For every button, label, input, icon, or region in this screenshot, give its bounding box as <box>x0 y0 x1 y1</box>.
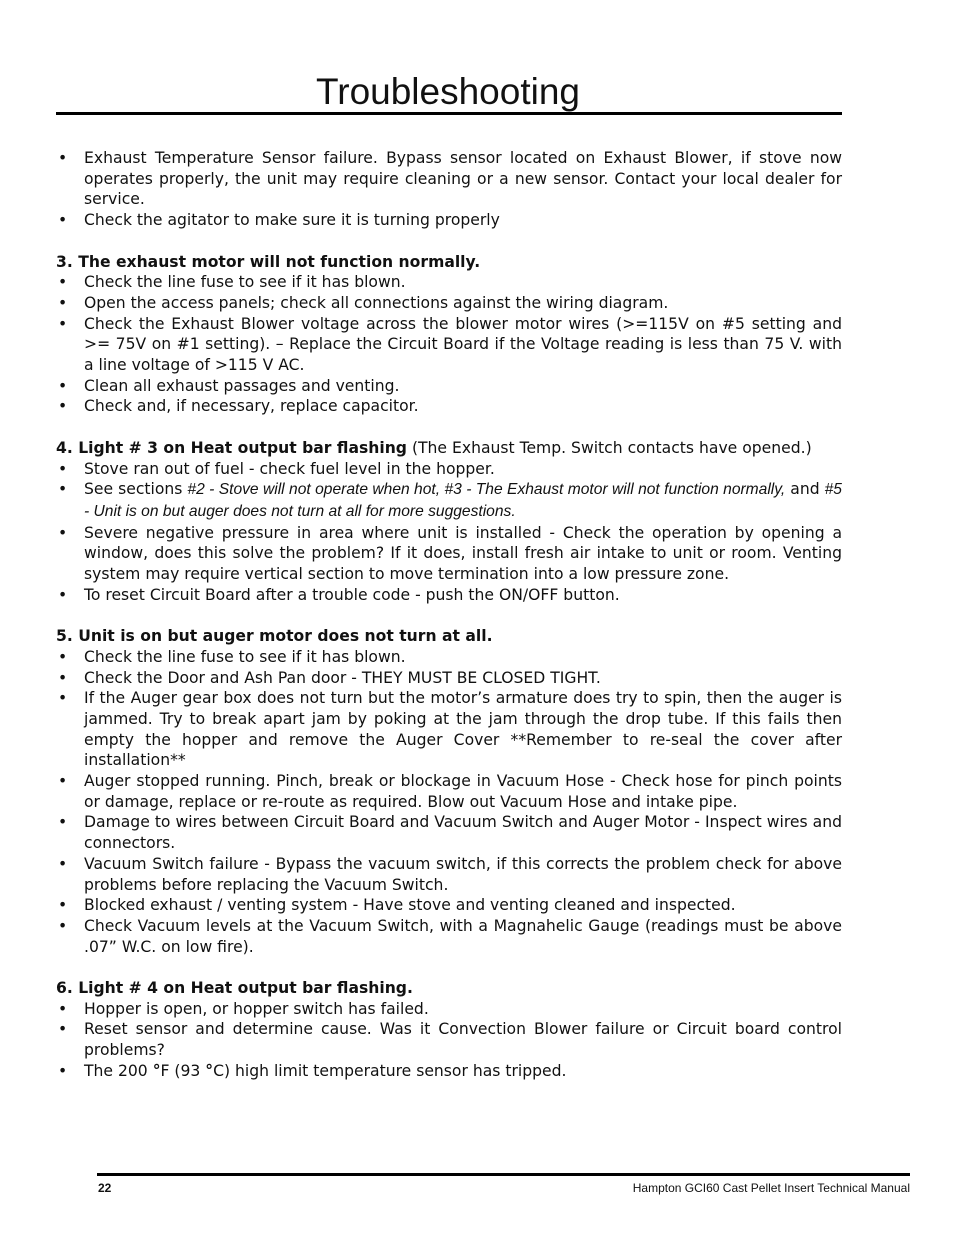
item-text: See sections <box>84 480 188 499</box>
list-item: • Check the line fuse to see if it has blown. <box>56 272 842 293</box>
manual-title: Hampton GCI60 Cast Pellet Insert Technical Manual <box>632 1181 910 1195</box>
footer-divider <box>97 1173 910 1176</box>
section-4 <box>56 438 842 606</box>
intro-list <box>56 148 842 231</box>
troubleshooting-content <box>56 148 842 1102</box>
degree-symbol: ° <box>152 1061 161 1080</box>
list-item: • Check Vacuum levels at the Vacuum Switch, with a Magnahelic Gauge (readings must be above .07” W.C. on low fire). <box>56 916 842 957</box>
intro-section <box>56 148 842 231</box>
item-text: F (93 <box>160 1061 206 1080</box>
section-6 <box>56 978 842 1082</box>
degree-symbol: ° <box>205 1061 214 1080</box>
list-item: • Stove ran out of fuel - check fuel level in the hopper. <box>56 459 842 480</box>
section-reference: #2 - Stove will not operate when hot, #3 - The Exhaust motor will not function normally, <box>187 481 786 499</box>
section-heading-bold: 3. The exhaust motor will not function normally. <box>56 252 481 271</box>
list-item: • Severe negative pressure in area where unit is installed - Check the operation by opening a window, does this solve the problem? If it does, install fresh air intake to unit or room. Venting system may require vertical section to move termination into a low pressure zone. <box>56 523 842 585</box>
section-3-list <box>56 272 842 417</box>
list-item: • If the Auger gear box does not turn but the motor’s armature does try to spin, then the auger is jammed. Try to break apart jam by poking at the jam through the drop tube. If this fails then empty the hopper and remove the Auger Cover **Remember to re-seal the cover after installation** <box>56 688 842 771</box>
item-text: C) high limit temperature sensor has tripped. <box>213 1061 567 1080</box>
section-heading-bold: 6. Light # 4 on Heat output bar flashing. <box>56 979 413 998</box>
list-item: • Check the Exhaust Blower voltage across the blower motor wires (>=115V on #5 setting and >= 75V on #1 setting). – Replace the Circuit Board if the Voltage reading is less than 75 V. with a line voltage of >115 V AC. <box>56 314 842 376</box>
item-text: and <box>785 480 825 499</box>
section-5-list <box>56 647 842 958</box>
section-heading-bold: 5. Unit is on but auger motor does not turn at all. <box>56 627 493 646</box>
list-item: • Hopper is open, or hopper switch has failed. <box>56 999 842 1020</box>
section-heading-bold: 4. Light # 3 on Heat output bar flashing <box>56 438 407 457</box>
section-heading-note: (The Exhaust Temp. Switch contacts have opened.) <box>406 438 812 457</box>
title-divider <box>56 112 842 115</box>
section-6-list <box>56 999 842 1082</box>
list-item: • Open the access panels; check all connections against the wiring diagram. <box>56 293 842 314</box>
section-3 <box>56 252 842 418</box>
list-item: • Check the line fuse to see if it has blown. <box>56 647 842 668</box>
list-item: • Clean all exhaust passages and venting. <box>56 376 842 397</box>
section-heading <box>56 438 842 459</box>
item-text: The 200 <box>84 1061 153 1080</box>
section-heading <box>56 978 842 999</box>
list-item: • Check the agitator to make sure it is turning properly <box>56 210 842 231</box>
page-title: Troubleshooting <box>316 71 580 112</box>
list-item: • Exhaust Temperature Sensor failure. Bypass sensor located on Exhaust Blower, if stove now operates properly, the unit may require cleaning or a new sensor. Contact your local dealer for service. <box>56 148 842 210</box>
list-item: • Blocked exhaust / venting system - Have stove and venting cleaned and inspected. <box>56 895 842 916</box>
section-reference: #5 - Unit is on but auger does not turn at all for more suggestions. <box>84 481 842 520</box>
list-item <box>56 479 842 522</box>
list-item: • Damage to wires between Circuit Board and Vacuum Switch and Auger Motor - Inspect wires and connectors. <box>56 812 842 853</box>
list-item: • Reset sensor and determine cause. Was it Convection Blower failure or Circuit board control problems? <box>56 1019 842 1060</box>
section-4-list <box>56 459 842 606</box>
page-number: 22 <box>98 1181 112 1195</box>
list-item <box>56 1061 842 1082</box>
list-item: • To reset Circuit Board after a trouble code - push the ON/OFF button. <box>56 585 842 606</box>
list-item: • Check the Door and Ash Pan door - THEY MUST BE CLOSED TIGHT. <box>56 668 842 689</box>
list-item: • Vacuum Switch failure - Bypass the vacuum switch, if this corrects the problem check for above problems before replacing the Vacuum Switch. <box>56 854 842 895</box>
list-item: • Check and, if necessary, replace capacitor. <box>56 396 842 417</box>
section-heading <box>56 252 842 273</box>
section-heading <box>56 626 842 647</box>
list-item: • Auger stopped running. Pinch, break or blockage in Vacuum Hose - Check hose for pinch points or damage, replace or re-route as required. Blow out Vacuum Hose and intake pipe. <box>56 771 842 812</box>
section-5 <box>56 626 842 957</box>
